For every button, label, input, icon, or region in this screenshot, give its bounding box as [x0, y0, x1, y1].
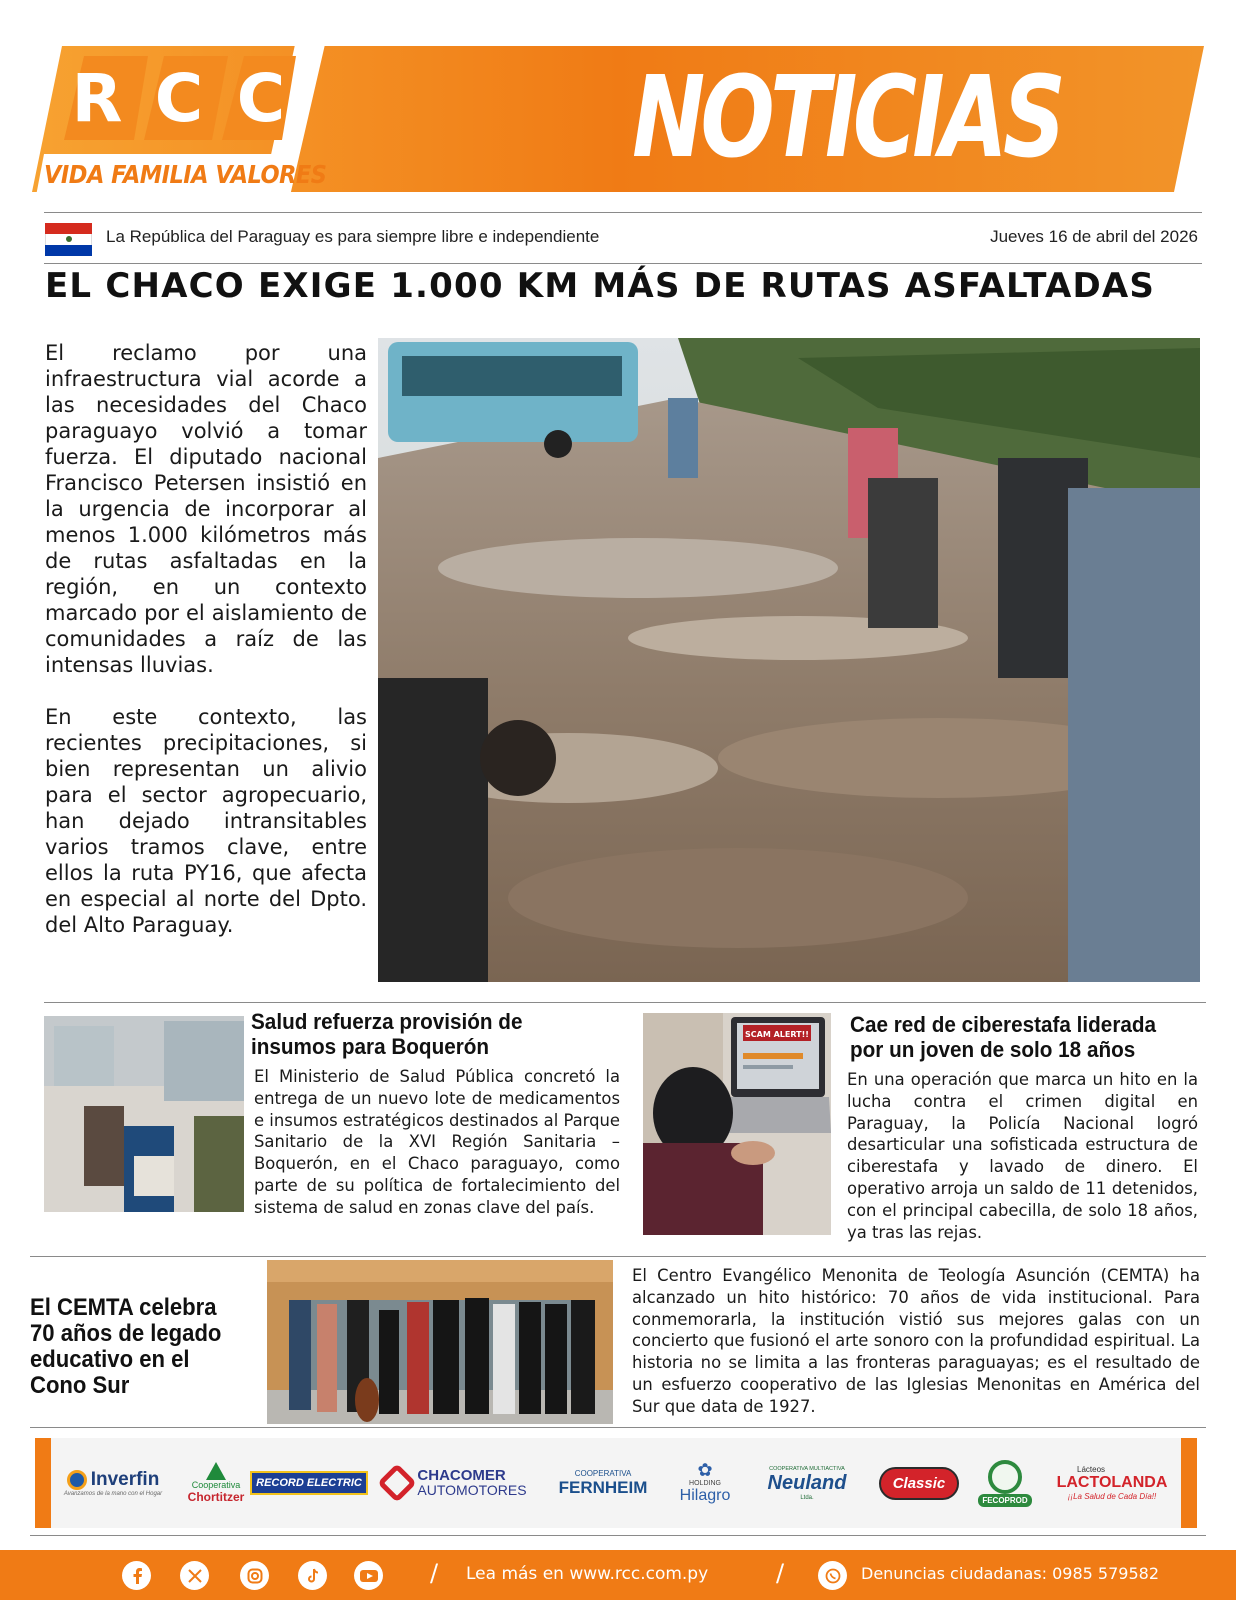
sponsor-neuland[interactable]	[755, 1438, 859, 1528]
section-divider	[44, 1002, 1206, 1003]
brand-logo[interactable]	[58, 54, 300, 150]
whatsapp-icon[interactable]	[818, 1561, 847, 1590]
issue-date: Jueves 16 de abril del 2026	[990, 227, 1198, 246]
article-body: El Centro Evangélico Menonita de Teología Asunción (CEMTA) ha alcanzado un hito histórico: 70 años de vida institucional. Para conmemorarla, la institución vistió sus mejores galas con un concierto que fusionó el arte sonoro con la profundidad espiritual. La historia no se limita a las fronteras paraguayas; es el resultado de un esfuerzo cooperativo de las Iglesias Menonitas en América del Sur que data de 1927.	[632, 1266, 1200, 1416]
sponsor-name: FERNHEIM	[558, 1477, 648, 1497]
sponsor-prefix: Cooperativa	[191, 1480, 241, 1490]
tiktok-icon[interactable]	[298, 1561, 327, 1590]
sponsor-tagline: Avanzamos de la mano con el Hogar	[63, 1491, 163, 1497]
website-link[interactable]: Lea más en www.rcc.com.py	[466, 1564, 709, 1584]
sponsor-tagline: ¡¡La Salud de Cada Día!!	[1067, 1492, 1157, 1501]
sponsor-classic[interactable]	[873, 1438, 965, 1528]
article-title[interactable]: Cae red de ciberestafa liderada por un joven de solo 18 años	[850, 1012, 1157, 1062]
sponsor-fecoprod[interactable]	[975, 1438, 1035, 1528]
article-title[interactable]: Salud refuerza provisión de insumos para Boquerón	[251, 1009, 523, 1059]
lead-photo[interactable]	[378, 338, 1200, 982]
sponsor-subname: AUTOMOTORES	[417, 1482, 527, 1498]
sponsor-suffix: Ltda.	[800, 1494, 814, 1501]
sponsor-prefix: Lácteos	[1077, 1465, 1106, 1474]
sponsor-name: Hilagro	[679, 1486, 731, 1504]
section-divider	[30, 1256, 1206, 1257]
sponsor-name: Inverfin	[90, 1469, 160, 1490]
sponsor-fernheim[interactable]	[553, 1438, 653, 1528]
header-banner	[0, 0, 1236, 210]
sponsor-bar	[35, 1438, 1197, 1528]
cemta-concert-photo[interactable]	[267, 1260, 613, 1424]
section-title: NOTICIAS	[632, 53, 1062, 183]
paraguay-flag-icon	[45, 223, 92, 256]
article-body: En una operación que marca un hito en la lucha contra el crimen digital en Paraguay, la Policía Nacional logró desarticular una sofisticada estructura de ciberestafa y lavado de dinero. El operativo arroja un saldo de 11 detenidos, con el principal cabecilla, de solo 18 años, ya tras las rejas.	[847, 1070, 1198, 1242]
article-title[interactable]: El CEMTA celebra 70 años de legado educativo en el Cono Sur	[30, 1294, 222, 1399]
lead-article-body	[45, 340, 367, 938]
sponsor-name: Chortitzer	[187, 1490, 245, 1504]
sponsor-name: LACTOLANDA	[1056, 1474, 1168, 1491]
sponsor-inverfin[interactable]	[57, 1438, 169, 1528]
brand-letter: R	[71, 59, 123, 137]
sponsor-prefix: COOPERATIVA MULTIACTIVA	[769, 1465, 845, 1472]
inverfin-logo-icon	[67, 1470, 87, 1490]
sponsor-record-electric[interactable]	[253, 1438, 365, 1528]
fecoprod-logo-icon	[988, 1460, 1022, 1494]
section-divider	[30, 1535, 1206, 1536]
footer-bar	[0, 1550, 1236, 1600]
sponsor-name: Classic	[879, 1467, 960, 1500]
sponsor-name: RECORD ELECTRIC	[250, 1471, 368, 1495]
lead-paragraph: En este contexto, las recientes precipitaciones, si bien representan un alivio para el sector agropecuario, han dejado intransitables varios tramos clave, entre ellos la ruta PY16, que afecta en especial al norte del Dpto. del Alto Paraguay.	[45, 705, 367, 937]
section-divider	[30, 1427, 1206, 1428]
date-strip	[44, 212, 1202, 264]
chacomer-logo-icon	[378, 1463, 418, 1503]
scam-alert-label: SCAM ALERT!!	[745, 1030, 809, 1039]
sponsor-name: FECOPROD	[978, 1494, 1031, 1507]
health-supplies-photo[interactable]	[44, 1016, 244, 1212]
separator: /	[430, 1559, 439, 1587]
sponsor-chacomer[interactable]	[365, 1438, 545, 1528]
article-body: El Ministerio de Salud Pública concretó la entrega de un nuevo lote de medicamentos e insumos estratégicos destinados al Parque Sanitario de la XVI Región Sanitaria – Boquerón, en el Chaco paraguayo, como parte de su política de fortalecimiento del sistema de salud en zonas clave del país.	[254, 1067, 620, 1217]
hilagro-logo-icon: ✿	[697, 1459, 713, 1481]
sponsor-prefix: COOPERATIVA	[574, 1468, 632, 1478]
instagram-icon[interactable]	[240, 1561, 269, 1590]
x-icon[interactable]	[180, 1561, 209, 1590]
facebook-icon[interactable]	[122, 1561, 151, 1590]
brand-letter: C	[154, 59, 204, 137]
sponsor-name: CHACOMER	[417, 1467, 506, 1484]
separator: /	[776, 1559, 785, 1587]
sponsor-name: Neuland	[767, 1471, 847, 1494]
lead-headline[interactable]: EL CHACO EXIGE 1.000 KM MÁS DE RUTAS ASFALTADAS	[45, 266, 1156, 306]
brand-slogan: VIDA FAMILIA VALORES	[44, 160, 327, 189]
sponsor-prefix: HOLDING	[689, 1479, 721, 1487]
sponsor-hilagro[interactable]	[665, 1438, 745, 1528]
brand-letter: C	[236, 59, 286, 137]
cyber-scam-photo[interactable]	[643, 1013, 831, 1235]
tree-icon	[206, 1462, 226, 1480]
complaints-hotline[interactable]: Denuncias ciudadanas: 0985 579582	[861, 1564, 1159, 1583]
sponsor-chortitzer[interactable]	[175, 1438, 257, 1528]
lead-paragraph: El reclamo por una infraestructura vial acorde a las necesidades del Chaco paraguayo volvió a tomar fuerza. El diputado nacional Francisco Petersen insistió en la urgencia de incorporar al menos 1.000 kilómetros más de rutas asfaltadas en la región, en un contexto marcado por el aislamiento de comunidades a raíz de las intensas lluvias.	[45, 341, 367, 677]
national-motto: La República del Paraguay es para siempre libre e independiente	[106, 227, 600, 246]
sponsor-lactolanda[interactable]	[1049, 1438, 1175, 1528]
youtube-icon[interactable]	[354, 1561, 383, 1590]
